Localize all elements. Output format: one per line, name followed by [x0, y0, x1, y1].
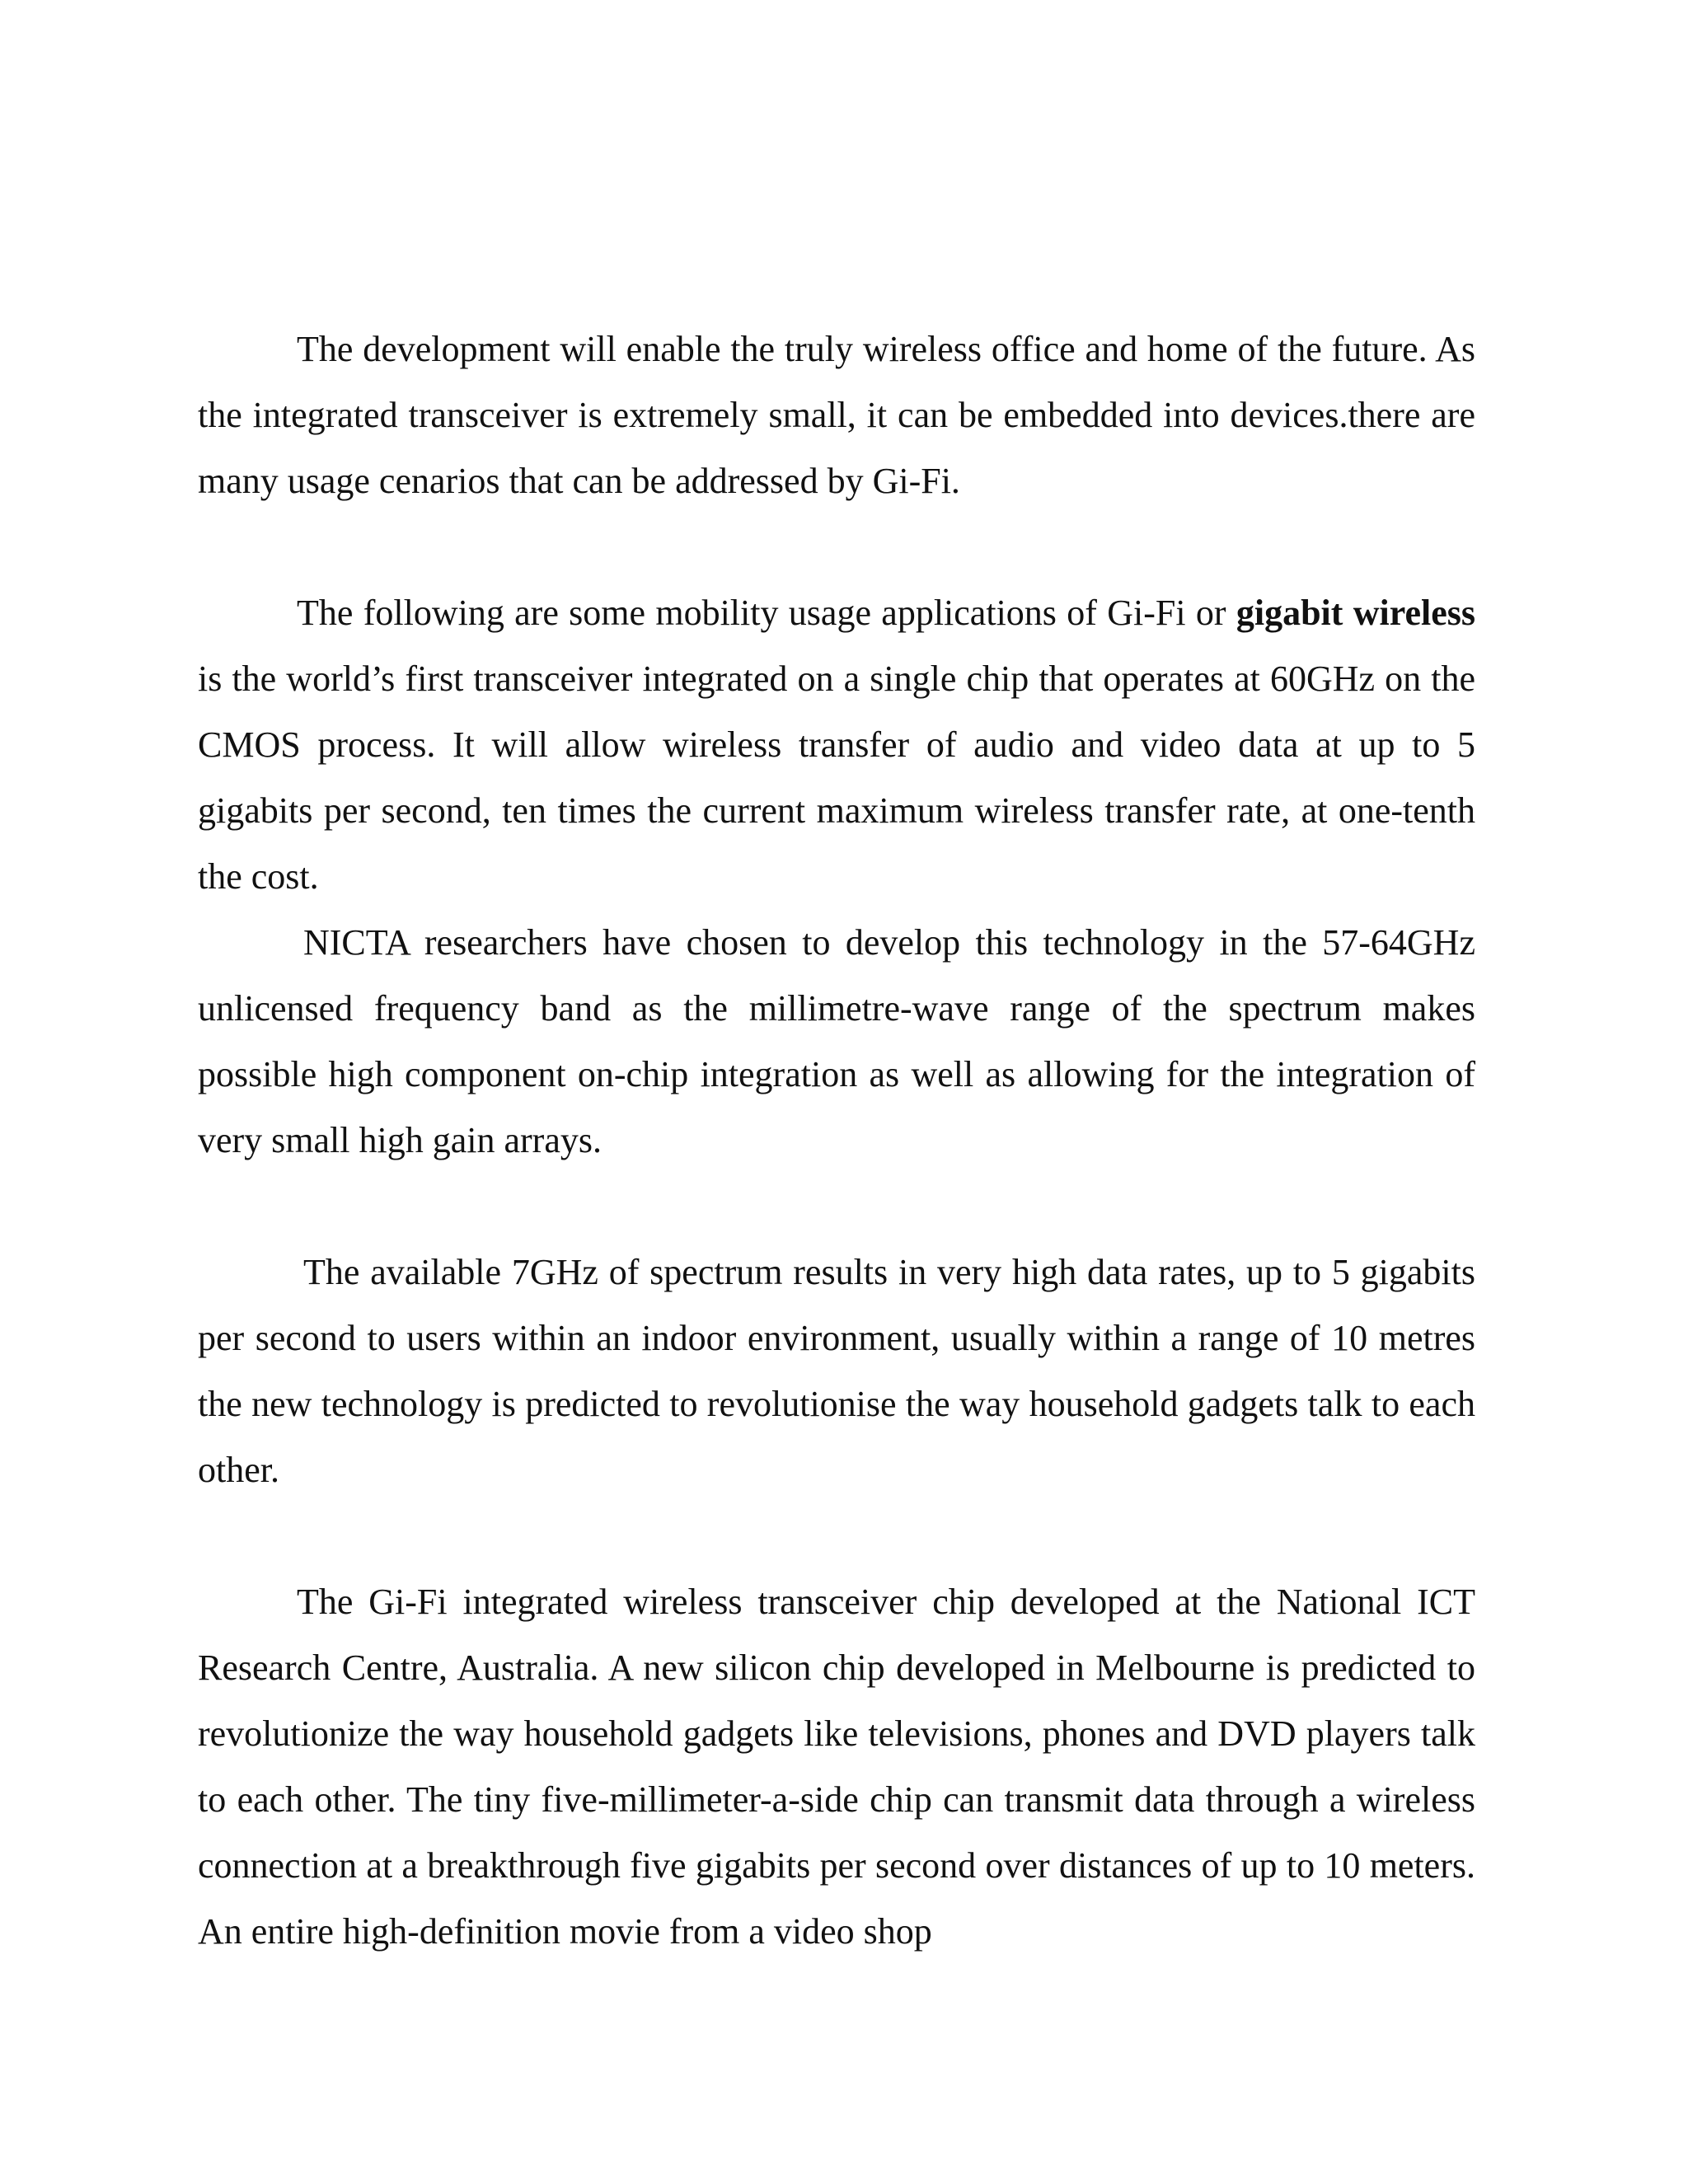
paragraph-text-segment: The following are some mobility usage applications of Gi-Fi or: [297, 593, 1236, 633]
paragraph-available-spectrum: The available 7GHz of spectrum results in very high data rates, up to 5 gigabits per second to users within an indoor environment, usually within a range of 10 metres the new technology is predicted to revolutionise the way household gadgets talk to each other.: [198, 1252, 1475, 1490]
document-body: [198, 316, 1475, 1965]
paragraph-text-segment: is the world’s first transceiver integrated on a single chip that operates at 60GHz on the CMOS process. It will allow wireless transfer of audio and video data at up to 5 gigabits per second, ten times the current maximum wireless transfer rate, at one-tenth the cost.: [198, 658, 1475, 897]
paragraph-gifi-chip: The Gi-Fi integrated wireless transceiver chip developed at the National ICT Research Centre, Australia. A new silicon chip developed in Melbourne is predicted to revolutionize the way household gadgets like televisions, phones and DVD players talk to each other. The tiny five-millimeter-a-side chip can transmit data through a wireless connection at a breakthrough five gigabits per second over distances of up to 10 meters. An entire high-definition movie from a video shop: [198, 1582, 1475, 1952]
bold-term-gigabit-wireless: gigabit wireless: [1236, 593, 1475, 633]
paragraph-gigabit-wireless: [198, 580, 1475, 910]
paragraph-nicta-researchers: NICTA researchers have chosen to develop this technology in the 57-64GHz unlicensed frequency band as the millimetre-wave range of the spectrum makes possible high component on-chip integration as well as allowing for the integration of very small high gain arrays.: [198, 922, 1475, 1160]
paragraph-truly-wireless-office: The development will enable the truly wireless office and home of the future. As the integrated transceiver is extremely small, it can be embedded into devices.there are many usage cenarios that can be addressed by Gi-Fi.: [198, 329, 1475, 501]
